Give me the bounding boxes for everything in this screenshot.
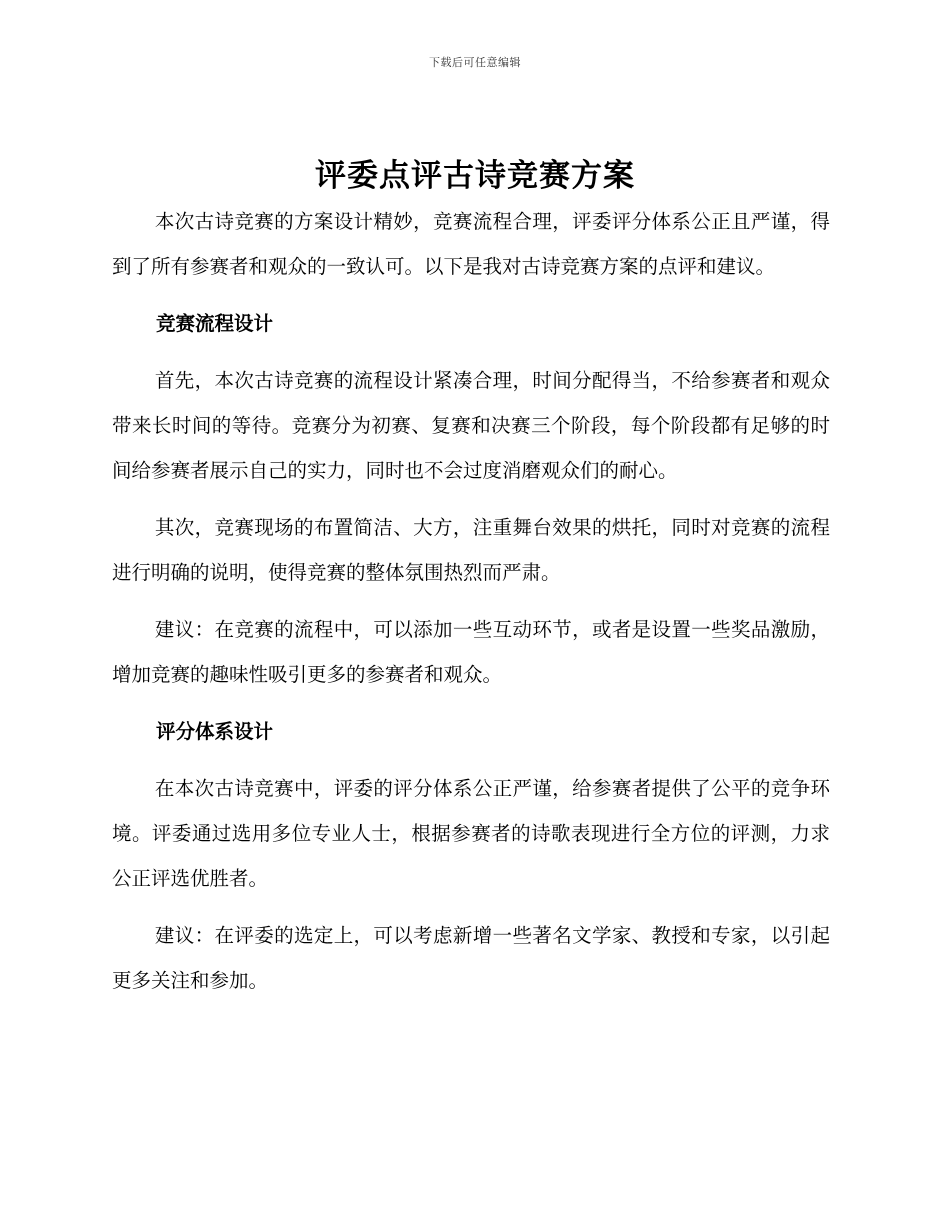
scoring-suggestion: 建议：在评委的选定上，可以考虑新增一些著名文学家、教授和专家，以引起更多关注和参加。 [112, 924, 830, 992]
section-heading-scoring: 评分体系设计 [156, 720, 274, 743]
process-paragraph-2: 其次，竞赛现场的布置简洁、大方，注重舞台效果的烘托，同时对竞赛的流程进行明确的说明，使得竞赛的整体氛围热烈而严肃。 [112, 516, 830, 584]
section-heading-process: 竞赛流程设计 [156, 312, 274, 335]
header-note: 下载后可任意编辑 [429, 56, 521, 69]
document-body [112, 199, 830, 1003]
intro-paragraph: 本次古诗竞赛的方案设计精妙，竞赛流程合理，评委评分体系公正且严谨，得到了所有参赛者和观众的一致认可。以下是我对古诗竞赛方案的点评和建议。 [112, 210, 830, 278]
process-paragraph-1: 首先，本次古诗竞赛的流程设计紧凑合理，时间分配得当，不给参赛者和观众带来长时间的等待。竞赛分为初赛、复赛和决赛三个阶段，每个阶段都有足够的时间给参赛者展示自己的实力，同时也不会过度消磨观众们的耐心。 [112, 369, 830, 482]
scoring-paragraph-1: 在本次古诗竞赛中，评委的评分体系公正严谨，给参赛者提供了公平的竞争环境。评委通过选用多位专业人士，根据参赛者的诗歌表现进行全方位的评测，力求公正评选优胜者。 [112, 777, 830, 890]
document-title: 评委点评古诗竞赛方案 [315, 158, 635, 194]
process-suggestion: 建议：在竞赛的流程中，可以添加一些互动环节，或者是设置一些奖品激励，增加竞赛的趣味性吸引更多的参赛者和观众。 [112, 618, 830, 686]
